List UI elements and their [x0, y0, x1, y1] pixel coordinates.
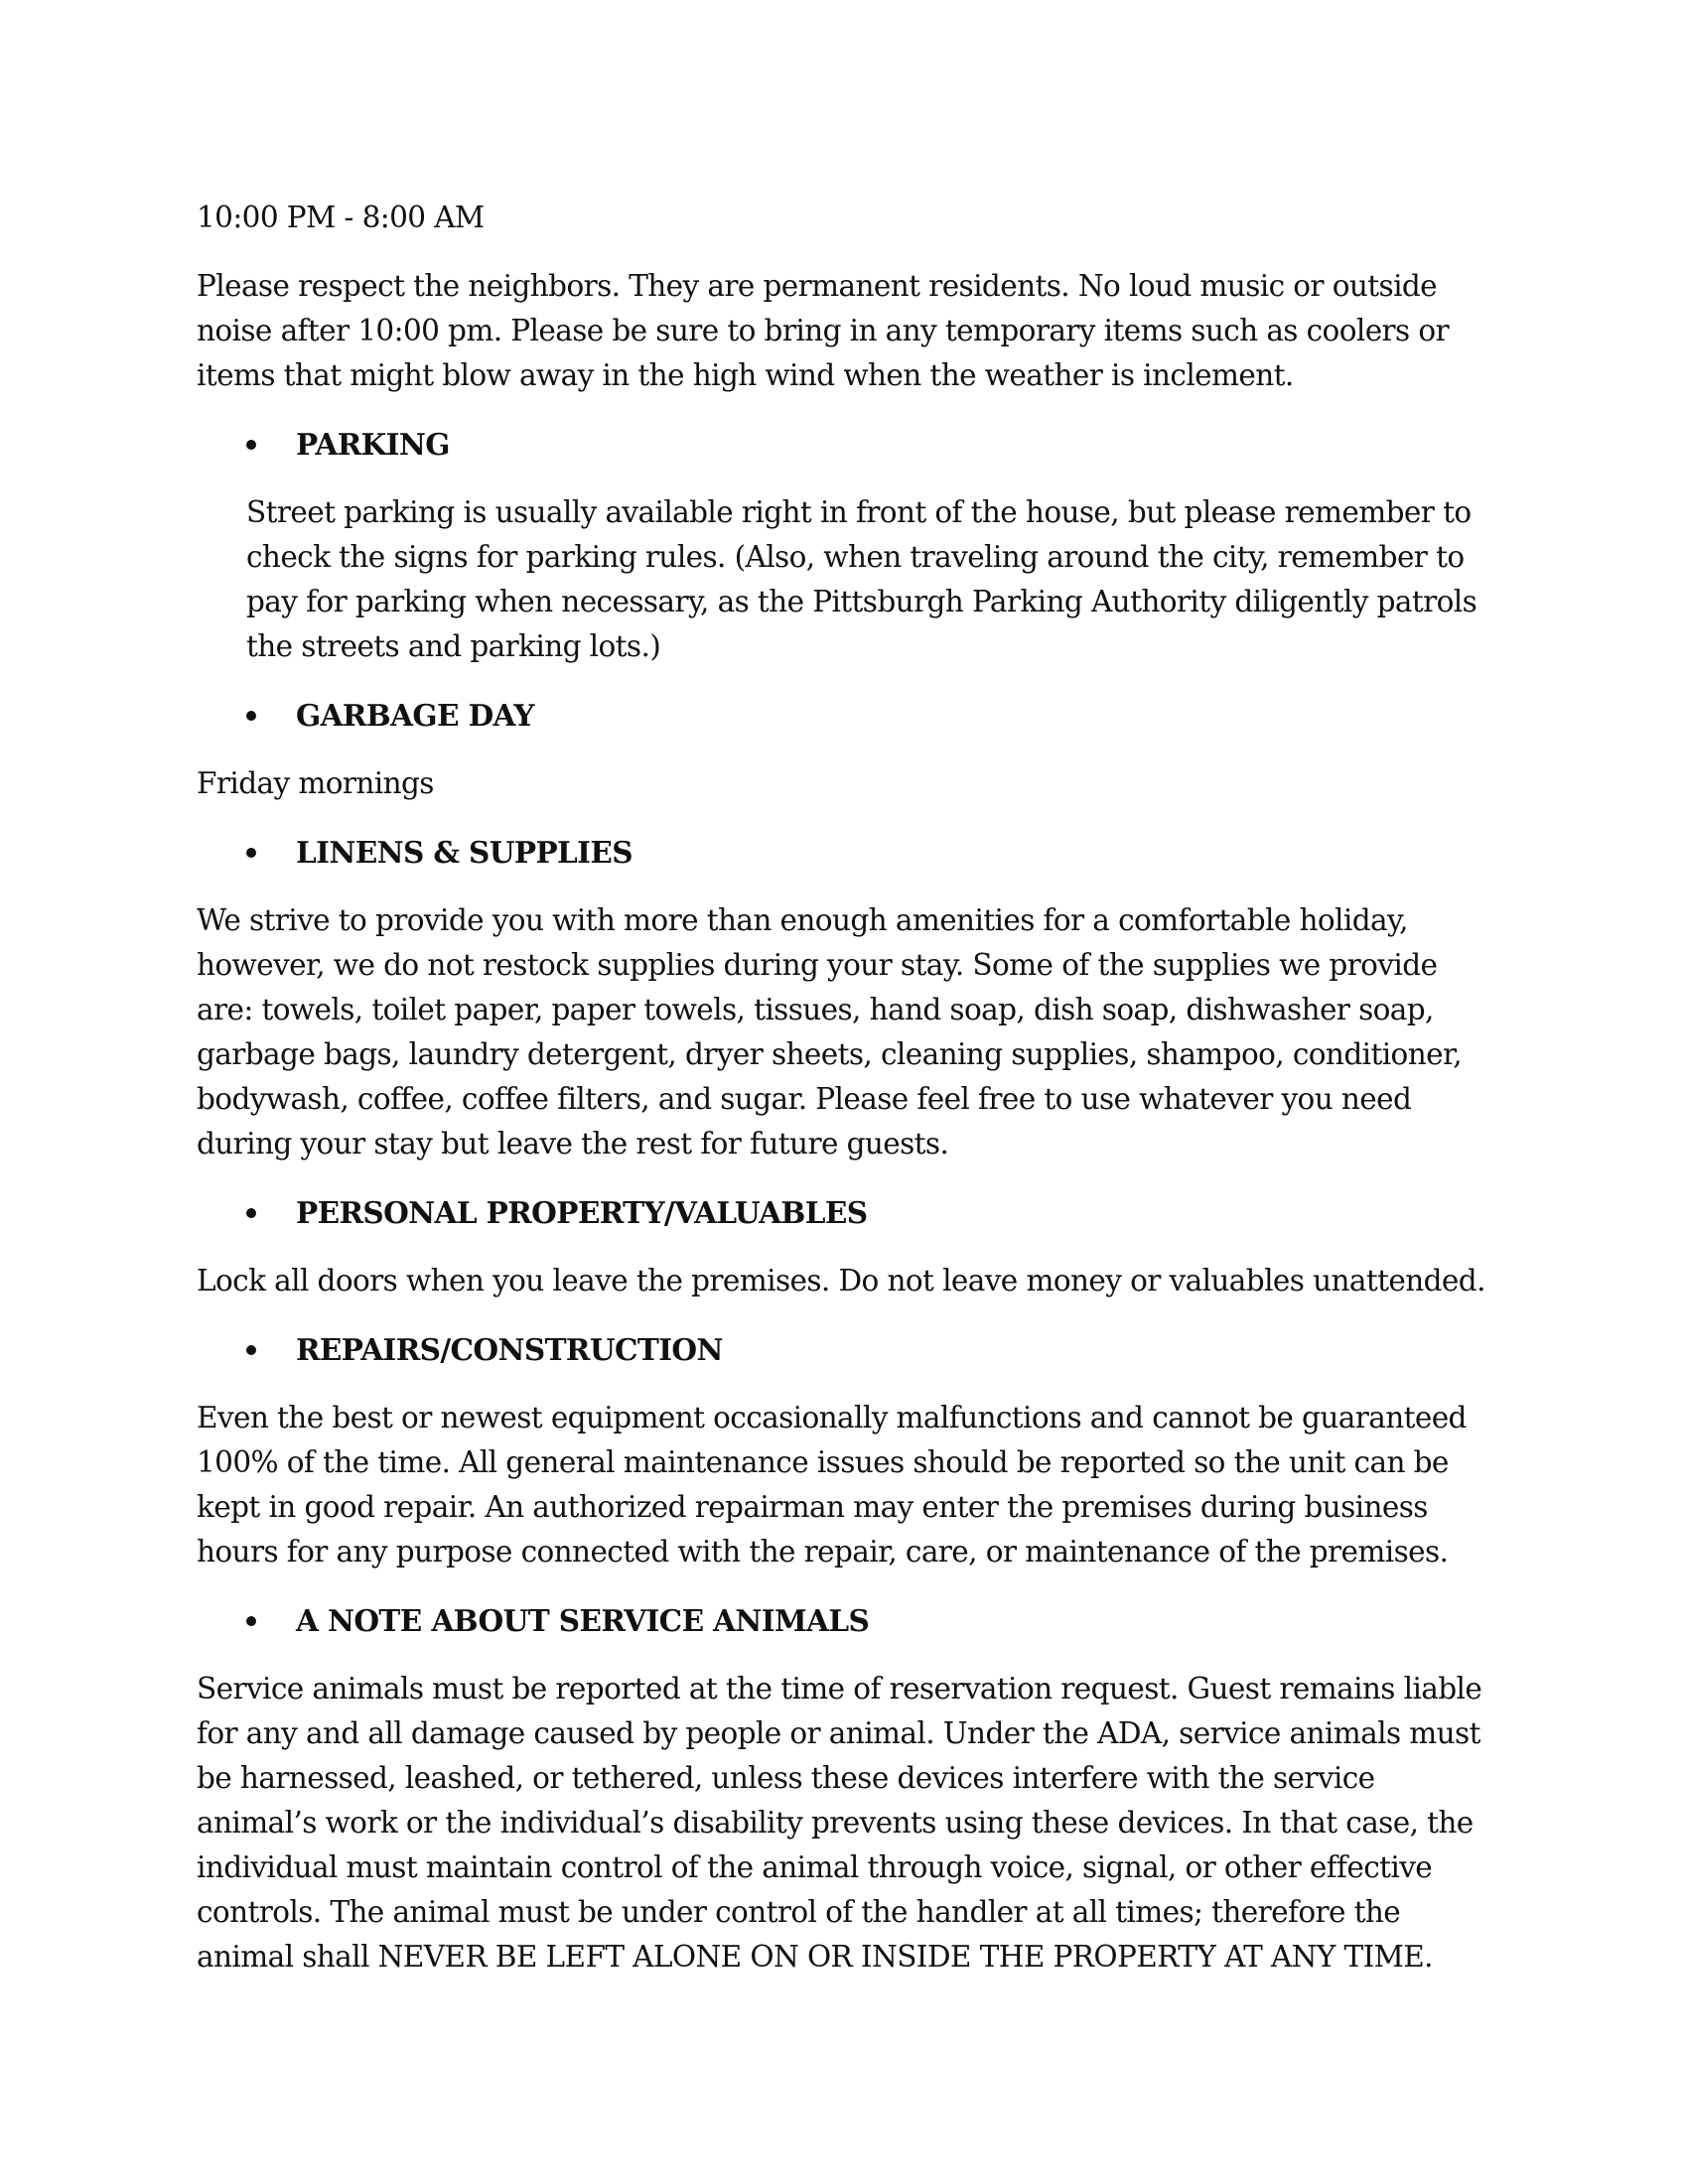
personal-property-text: Lock all doors when you leave the premises. Do not leave money or valuables unattended. — [197, 1264, 1485, 1297]
bullet-icon — [246, 1208, 256, 1218]
section-heading-label: GARBAGE DAY — [296, 698, 534, 733]
quiet-hours-text: Please respect the neighbors. They are permanent residents. No loud music or outside noise after 10:00 pm. Please be sure to bring in any temporary items such as coolers or items that might blow away in the high wind when the weather is inclement. — [197, 269, 1450, 392]
bullet-icon — [246, 711, 256, 721]
parking-text: Street parking is usually available right in front of the house, but please remember to check the signs for parking rules. (Also, when traveling around the city, remember to pay for parking when necessary, as the Pittsburgh Parking Authority diligently patrols the streets and parking lots.) — [246, 495, 1477, 663]
section-heading-label: LINENS & SUPPLIES — [296, 835, 633, 870]
section-heading-label: A NOTE ABOUT SERVICE ANIMALS — [296, 1603, 870, 1638]
section-heading-label: PERSONAL PROPERTY/VALUABLES — [296, 1195, 868, 1230]
linens-supplies-text: We strive to provide you with more than enough amenities for a comfortable holiday, however, we do not restock supplies during your stay. Some of the supplies we provide are: towels, toilet paper, paper towels, tissues, hand soap, dish soap, dishwasher soap, garbage bags, laundry detergent, dryer sheets, cleaning supplies, shampoo, conditioner, bodywash, coffee, coffee filters, and sugar. Please feel free to use whatever you need during your stay but leave the rest for future guests. — [197, 903, 1462, 1160]
section-heading-label: PARKING — [296, 427, 450, 462]
section-heading-linens-supplies — [197, 830, 1497, 875]
garbage-day-text: Friday mornings — [197, 766, 434, 800]
bullet-icon — [246, 1616, 256, 1626]
section-heading-garbage-day — [197, 693, 1497, 738]
document-body — [197, 196, 1497, 2003]
service-animals-text: Service animals must be reported at the time of reservation request. Guest remains liable for any and all damage caused by people or animal. Under the ADA, service animals must be harnessed, leashed, or tethered, unless these devices interfere with the service animal’s work or the individual’s disability prevents using these devices. In that case, the individual must maintain control of the animal through voice, signal, or other effective controls. The animal must be under control of the handler at all times; therefore the animal shall NEVER BE LEFT ALONE ON OR INSIDE THE PROPERTY AT ANY TIME. — [197, 1672, 1482, 1974]
bullet-icon — [246, 440, 256, 450]
quiet-hours-time: 10:00 PM - 8:00 AM — [197, 201, 485, 234]
section-heading-parking — [197, 422, 1497, 467]
section-heading-repairs-construction — [197, 1327, 1497, 1372]
bullet-icon — [246, 1345, 256, 1355]
section-heading-service-animals — [197, 1598, 1497, 1643]
section-heading-personal-property — [197, 1190, 1497, 1235]
section-heading-label: REPAIRS/CONSTRUCTION — [296, 1332, 723, 1367]
repairs-construction-text: Even the best or newest equipment occasionally malfunctions and cannot be guaranteed 100% of the time. All general maintenance issues should be reported so the unit can be kept in good repair. An authorized repairman may enter the premises during business hours for any purpose connected with the repair, care, or maintenance of the premises. — [197, 1401, 1467, 1569]
bullet-icon — [246, 848, 256, 858]
